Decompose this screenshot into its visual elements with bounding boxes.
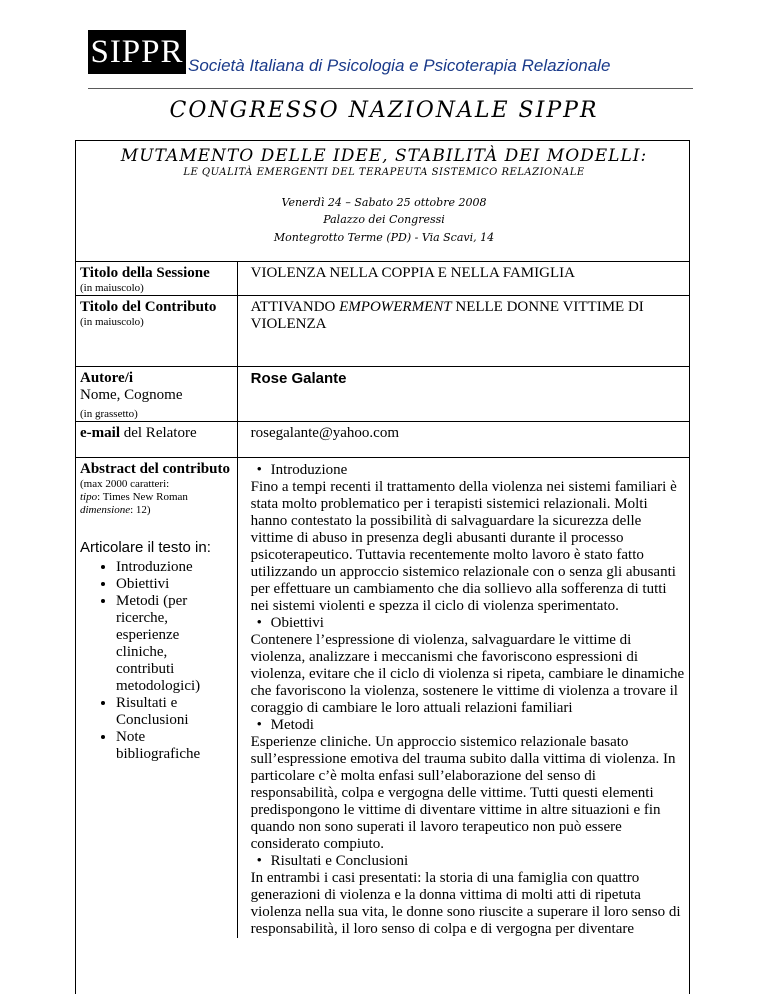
outline-item: • Obiettivi bbox=[116, 576, 233, 593]
abstract-section-introduzione bbox=[251, 462, 685, 615]
contribution-note: (in maiuscolo) bbox=[80, 316, 144, 328]
abstract-note-dim-value: : 12) bbox=[130, 504, 151, 516]
section-body: Contenere l’espressione di violenza, salvaguardare le vittime di violenza, analizzare i meccanismi che favoriscono espressioni di violenza, evitare che il ciclo di violenza si ripeta, cambiare le dinamiche che favoriscono la violenza, sostenere le vittime di violenza a trovare il coraggio di cambiare le loro attuali relazioni familiari bbox=[250, 632, 685, 716]
abstract-label: Abstract del contributo bbox=[80, 461, 230, 477]
section-body: Esperienze cliniche. Un approccio sistemico relazionale basato sull’espressione emotiva del trauma subito dalla vittima di violenza. In particolare c’è molta enfasi sull’elaborazione del senso di responsabilità, colpa e vergogna delle vittime. Tutti questi elementi predispongono le vittime di diventare vittime in altre situazioni e fin quando non sono superati il lavoro terapeutico non può essere considerato compiuto. bbox=[250, 734, 676, 852]
event-title: MUTAMENTO DELLE IDEE, STABILITÀ DEI MODELLI: bbox=[120, 146, 648, 166]
congress-title: CONGRESSO NAZIONALE SIPPR bbox=[169, 98, 599, 123]
section-body: Fino a tempi recenti il trattamento della violenza nei sistemi familiari è stata molto problematico per i terapisti sistemici relazionali. Molti hanno contestato la possibilità di salvaguardare la sicurezza delle vittime di abuso in presenza degli abusanti durante il processo psicoterapeutico. Tuttavia recentemente molto lavoro è stato fatto utilizzando un approccio sistemico relazionale con o senza gli abusanti per effettuare un cambiamento che dia sollievo alla sofferenza di tutti nei sistemi violenti e spezza il ciclo di violenza sperimentato. bbox=[250, 479, 677, 614]
author-value-cell bbox=[237, 367, 689, 422]
section-body: In entrambi i casi presentati: la storia di una famiglia con quattro generazioni di violenza e la donna vittima di molti atti di ripetuta violenza nella sua vita, le donne sono riuscite a superare il loro senso di responsabilità, il loro senso di colpa e di vergogna per diventare bbox=[250, 870, 681, 937]
abstract-section-risultati bbox=[251, 853, 685, 938]
event-venue: Palazzo dei Congressi bbox=[323, 213, 445, 226]
row-contribution bbox=[76, 296, 690, 367]
abstract-note-tipo-value: : Times New Roman bbox=[97, 491, 188, 503]
abstract-label-cell bbox=[76, 458, 238, 939]
contribution-label-cell bbox=[76, 296, 238, 367]
row-session bbox=[76, 262, 690, 296]
contribution-value-emphasis: EMPOWERMENT bbox=[339, 299, 452, 315]
email-label-bold: e-mail bbox=[80, 425, 120, 441]
contribution-label: Titolo del Contributo bbox=[80, 299, 217, 315]
section-heading: • Obiettivi bbox=[251, 615, 685, 632]
contribution-form-table bbox=[75, 261, 690, 938]
session-label-cell bbox=[76, 262, 238, 296]
contribution-value bbox=[237, 296, 689, 367]
header bbox=[88, 28, 698, 88]
outline-list bbox=[80, 559, 233, 763]
email-label-cell bbox=[76, 422, 238, 458]
author-value: Rose Galante bbox=[250, 370, 347, 387]
section-heading: • Metodi bbox=[251, 717, 685, 734]
session-value: VIOLENZA NELLA COPPIA E NELLA FAMIGLIA bbox=[237, 262, 689, 296]
event-address: Montegrotto Terme (PD) - Via Scavi, 14 bbox=[273, 231, 495, 244]
abstract-section-obiettivi bbox=[251, 615, 685, 717]
email-label-rest: del Relatore bbox=[119, 425, 197, 441]
outline-item: • Risultati e Conclusioni bbox=[116, 695, 196, 729]
contribution-value-pre: ATTIVANDO bbox=[250, 299, 340, 315]
event-subtitle: LE QUALITÀ EMERGENTI DEL TERAPEUTA SISTEMICO RELAZIONALE bbox=[183, 167, 585, 178]
outline-item: • Metodi (per ricerche, esperienze cliniche, contributi metodologici) bbox=[116, 593, 192, 695]
sippr-logo: SIPPR bbox=[88, 30, 186, 74]
abstract-instruction: Articolare il testo in: bbox=[80, 539, 211, 556]
society-name: Società Italiana di Psicologia e Psicoterapia Relazionale bbox=[188, 56, 611, 75]
outline-item: • Introduzione bbox=[116, 559, 233, 576]
author-sublabel: Nome, Cognome bbox=[80, 387, 183, 403]
section-heading: • Risultati e Conclusioni bbox=[251, 853, 685, 870]
header-divider bbox=[88, 88, 693, 89]
row-abstract bbox=[76, 458, 690, 939]
section-heading: • Introduzione bbox=[251, 462, 685, 479]
abstract-content bbox=[237, 458, 689, 939]
abstract-note-dim-label: dimensione bbox=[80, 504, 131, 516]
session-label: Titolo della Sessione bbox=[80, 265, 210, 281]
author-label-cell bbox=[76, 367, 238, 422]
author-note: (in grassetto) bbox=[80, 408, 138, 420]
abstract-note-tipo bbox=[80, 491, 233, 504]
abstract-note-dim bbox=[80, 504, 233, 517]
outline-item: • Note bibliografiche bbox=[116, 729, 212, 763]
event-dates: Venerdì 24 – Sabato 25 ottobre 2008 bbox=[281, 196, 487, 209]
contribution-value-post: NELLE DONNE VITTIME DI VIOLENZA bbox=[250, 299, 644, 332]
row-email bbox=[76, 422, 690, 458]
author-label: Autore/i bbox=[80, 370, 134, 386]
abstract-note-line1: (max 2000 caratteri: bbox=[80, 478, 170, 490]
email-value: rosegalante@yahoo.com bbox=[237, 422, 689, 458]
row-author bbox=[76, 367, 690, 422]
abstract-section-metodi bbox=[251, 717, 685, 853]
abstract-note-tipo-label: tipo bbox=[80, 491, 98, 503]
session-note: (in maiuscolo) bbox=[80, 282, 144, 294]
